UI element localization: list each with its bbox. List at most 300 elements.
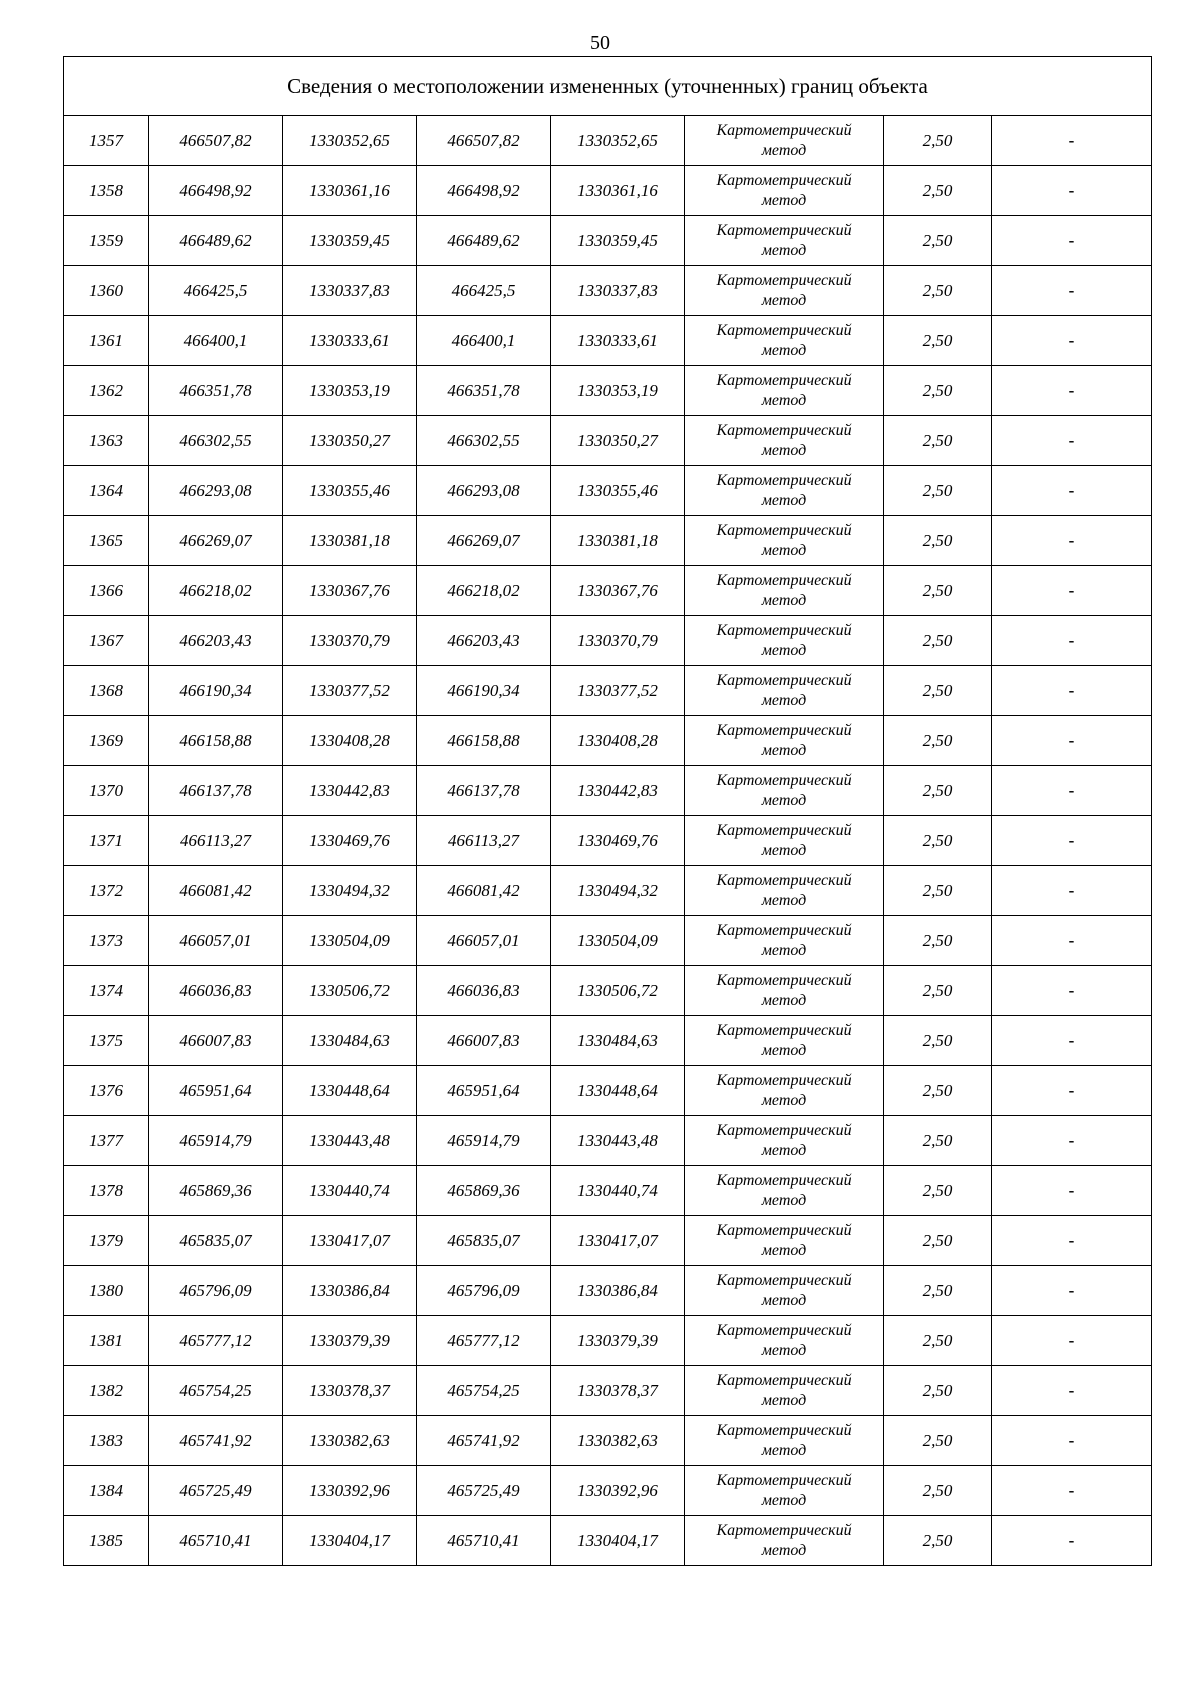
method-line-1: Картометрический [716,1371,852,1389]
method-line-2: метод [761,1291,807,1309]
table-row [64,716,1152,766]
method-line-1: Картометрический [716,621,852,639]
cell-y-new: 1330469,76 [551,816,685,866]
cell-method [685,266,884,316]
table-row [64,416,1152,466]
method-line-2: метод [761,741,807,759]
cell-method [685,166,884,216]
cell-method [685,316,884,366]
method-line-2: метод [761,591,807,609]
cell-description: - [992,866,1152,916]
method-line-2: метод [761,1541,807,1559]
cell-description: - [992,1216,1152,1266]
table-title: Сведения о местоположении измененных (уточненных) границ объекта [64,57,1152,116]
cell-description: - [992,1466,1152,1516]
cell-precision: 2,50 [884,1166,992,1216]
cell-y-existing: 1330350,27 [283,416,417,466]
cell-x-new: 466081,42 [417,866,551,916]
cell-y-new: 1330370,79 [551,616,685,666]
cell-y-new: 1330484,63 [551,1016,685,1066]
table-row [64,1216,1152,1266]
method-line-2: метод [761,1091,807,1109]
cell-y-existing: 1330352,65 [283,116,417,166]
cell-description: - [992,916,1152,966]
cell-x-new: 465869,36 [417,1166,551,1216]
cell-point-number: 1359 [64,216,149,266]
cell-y-new: 1330382,63 [551,1416,685,1466]
cell-method [685,216,884,266]
cell-x-existing: 466489,62 [149,216,283,266]
cell-method [685,1066,884,1116]
cell-point-number: 1377 [64,1116,149,1166]
cell-description: - [992,1366,1152,1416]
cell-precision: 2,50 [884,916,992,966]
cell-point-number: 1375 [64,1016,149,1066]
method-line-1: Картометрический [716,1071,852,1089]
cell-y-existing: 1330484,63 [283,1016,417,1066]
cell-point-number: 1368 [64,666,149,716]
method-line-2: метод [761,691,807,709]
method-line-1: Картометрический [716,321,852,339]
cell-y-existing: 1330440,74 [283,1166,417,1216]
method-line-1: Картометрический [716,1471,852,1489]
cell-precision: 2,50 [884,816,992,866]
cell-x-existing: 466400,1 [149,316,283,366]
cell-x-new: 466203,43 [417,616,551,666]
cell-x-new: 465951,64 [417,1066,551,1116]
cell-x-new: 466507,82 [417,116,551,166]
cell-description: - [992,616,1152,666]
table-row [64,1266,1152,1316]
cell-description: - [992,1516,1152,1566]
cell-x-new: 466057,01 [417,916,551,966]
table-row [64,816,1152,866]
cell-y-new: 1330443,48 [551,1116,685,1166]
cell-x-existing: 466057,01 [149,916,283,966]
cell-point-number: 1380 [64,1266,149,1316]
cell-description: - [992,466,1152,516]
cell-description: - [992,266,1152,316]
cell-point-number: 1370 [64,766,149,816]
cell-point-number: 1363 [64,416,149,466]
cell-point-number: 1365 [64,516,149,566]
cell-y-new: 1330417,07 [551,1216,685,1266]
table-row [64,266,1152,316]
method-line-2: метод [761,991,807,1009]
method-line-2: метод [761,191,807,209]
table-row [64,766,1152,816]
method-line-1: Картометрический [716,121,852,139]
cell-precision: 2,50 [884,1266,992,1316]
cell-description: - [992,216,1152,266]
table-row [64,116,1152,166]
cell-precision: 2,50 [884,1016,992,1066]
cell-method [685,1466,884,1516]
method-line-1: Картометрический [716,171,852,189]
cell-x-existing: 466507,82 [149,116,283,166]
table-row [64,1116,1152,1166]
table-row [64,1316,1152,1366]
cell-x-existing: 465725,49 [149,1466,283,1516]
cell-method [685,866,884,916]
cell-precision: 2,50 [884,866,992,916]
cell-x-existing: 465951,64 [149,1066,283,1116]
cell-precision: 2,50 [884,666,992,716]
method-line-2: метод [761,441,807,459]
table-row [64,566,1152,616]
cell-description: - [992,966,1152,1016]
method-line-1: Картометрический [716,1321,852,1339]
cell-description: - [992,1266,1152,1316]
cell-x-existing: 465869,36 [149,1166,283,1216]
method-line-1: Картометрический [716,1121,852,1139]
table-row [64,216,1152,266]
method-line-1: Картометрический [716,721,852,739]
cell-description: - [992,816,1152,866]
cell-x-new: 466498,92 [417,166,551,216]
method-line-2: метод [761,241,807,259]
cell-point-number: 1381 [64,1316,149,1366]
table-row [64,1416,1152,1466]
method-line-1: Картометрический [716,1221,852,1239]
cell-precision: 2,50 [884,516,992,566]
cell-point-number: 1362 [64,366,149,416]
cell-point-number: 1369 [64,716,149,766]
cell-point-number: 1371 [64,816,149,866]
table-row [64,316,1152,366]
method-line-2: метод [761,1391,807,1409]
cell-y-new: 1330337,83 [551,266,685,316]
cell-precision: 2,50 [884,616,992,666]
method-line-2: метод [761,891,807,909]
table-row [64,1016,1152,1066]
cell-method [685,716,884,766]
method-line-2: метод [761,1341,807,1359]
table-row [64,1166,1152,1216]
cell-precision: 2,50 [884,1216,992,1266]
cell-y-existing: 1330382,63 [283,1416,417,1466]
cell-precision: 2,50 [884,1416,992,1466]
cell-x-new: 466269,07 [417,516,551,566]
method-line-1: Картометрический [716,1171,852,1189]
cell-x-existing: 466498,92 [149,166,283,216]
cell-description: - [992,316,1152,366]
method-line-2: метод [761,141,807,159]
cell-precision: 2,50 [884,1066,992,1116]
cell-x-new: 466190,34 [417,666,551,716]
method-line-2: метод [761,1241,807,1259]
cell-y-existing: 1330355,46 [283,466,417,516]
cell-method [685,1266,884,1316]
cell-y-existing: 1330359,45 [283,216,417,266]
cell-precision: 2,50 [884,166,992,216]
cell-x-new: 466137,78 [417,766,551,816]
cell-point-number: 1376 [64,1066,149,1116]
cell-y-new: 1330353,19 [551,366,685,416]
cell-y-new: 1330377,52 [551,666,685,716]
cell-x-existing: 466190,34 [149,666,283,716]
cell-y-existing: 1330469,76 [283,816,417,866]
cell-method [685,1116,884,1166]
cell-method [685,1366,884,1416]
cell-point-number: 1384 [64,1466,149,1516]
cell-y-existing: 1330392,96 [283,1466,417,1516]
cell-x-new: 465725,49 [417,1466,551,1516]
cell-point-number: 1357 [64,116,149,166]
cell-method [685,916,884,966]
cell-x-new: 465914,79 [417,1116,551,1166]
cell-method [685,816,884,866]
table-row [64,866,1152,916]
cell-x-existing: 465741,92 [149,1416,283,1466]
cell-x-new: 466400,1 [417,316,551,366]
cell-x-existing: 465777,12 [149,1316,283,1366]
cell-method [685,366,884,416]
cell-y-new: 1330386,84 [551,1266,685,1316]
cell-precision: 2,50 [884,416,992,466]
cell-description: - [992,516,1152,566]
cell-y-existing: 1330377,52 [283,666,417,716]
cell-x-existing: 466007,83 [149,1016,283,1066]
cell-y-new: 1330506,72 [551,966,685,1016]
cell-x-existing: 465710,41 [149,1516,283,1566]
cell-x-new: 465777,12 [417,1316,551,1366]
method-line-1: Картометрический [716,671,852,689]
method-line-1: Картометрический [716,1271,852,1289]
cell-description: - [992,1166,1152,1216]
cell-precision: 2,50 [884,266,992,316]
cell-y-existing: 1330337,83 [283,266,417,316]
table-title-row [64,57,1152,116]
cell-point-number: 1372 [64,866,149,916]
cell-method [685,1166,884,1216]
cell-y-existing: 1330506,72 [283,966,417,1016]
cell-point-number: 1364 [64,466,149,516]
cell-point-number: 1366 [64,566,149,616]
cell-y-existing: 1330448,64 [283,1066,417,1116]
cell-x-existing: 466293,08 [149,466,283,516]
cell-method [685,516,884,566]
table-row [64,916,1152,966]
method-line-1: Картометрический [716,1021,852,1039]
cell-x-new: 466489,62 [417,216,551,266]
cell-y-new: 1330352,65 [551,116,685,166]
table-row [64,166,1152,216]
cell-x-existing: 466203,43 [149,616,283,666]
cell-y-existing: 1330361,16 [283,166,417,216]
cell-description: - [992,566,1152,616]
cell-description: - [992,1116,1152,1166]
cell-description: - [992,766,1152,816]
cell-x-new: 466425,5 [417,266,551,316]
cell-x-existing: 465835,07 [149,1216,283,1266]
cell-precision: 2,50 [884,316,992,366]
cell-y-new: 1330504,09 [551,916,685,966]
cell-x-new: 465741,92 [417,1416,551,1466]
cell-description: - [992,716,1152,766]
cell-y-new: 1330404,17 [551,1516,685,1566]
method-line-1: Картометрический [716,971,852,989]
cell-y-new: 1330378,37 [551,1366,685,1416]
cell-y-new: 1330361,16 [551,166,685,216]
cell-y-existing: 1330443,48 [283,1116,417,1166]
cell-y-existing: 1330494,32 [283,866,417,916]
method-line-1: Картометрический [716,921,852,939]
table-row [64,966,1152,1016]
cell-y-new: 1330392,96 [551,1466,685,1516]
cell-point-number: 1361 [64,316,149,366]
method-line-2: метод [761,1141,807,1159]
method-line-2: метод [761,841,807,859]
method-line-2: метод [761,941,807,959]
table-row [64,1516,1152,1566]
method-line-1: Картометрический [716,371,852,389]
cell-method [685,566,884,616]
method-line-2: метод [761,1491,807,1509]
cell-x-new: 466113,27 [417,816,551,866]
method-line-2: метод [761,391,807,409]
cell-point-number: 1385 [64,1516,149,1566]
method-line-1: Картометрический [716,221,852,239]
cell-y-new: 1330440,74 [551,1166,685,1216]
table-row [64,616,1152,666]
cell-x-new: 465710,41 [417,1516,551,1566]
method-line-2: метод [761,1441,807,1459]
cell-y-new: 1330408,28 [551,716,685,766]
cell-y-new: 1330494,32 [551,866,685,916]
cell-y-existing: 1330381,18 [283,516,417,566]
cell-precision: 2,50 [884,466,992,516]
cell-y-new: 1330448,64 [551,1066,685,1116]
cell-method [685,766,884,816]
cell-x-existing: 466269,07 [149,516,283,566]
cell-description: - [992,416,1152,466]
cell-point-number: 1358 [64,166,149,216]
cell-y-existing: 1330367,76 [283,566,417,616]
page-number: 50 [590,32,610,54]
cell-x-new: 466351,78 [417,366,551,416]
table-row [64,1366,1152,1416]
cell-precision: 2,50 [884,366,992,416]
cell-description: - [992,666,1152,716]
cell-x-existing: 466302,55 [149,416,283,466]
method-line-1: Картометрический [716,1521,852,1539]
cell-x-new: 465796,09 [417,1266,551,1316]
cell-method [685,116,884,166]
table-row [64,1466,1152,1516]
method-line-2: метод [761,641,807,659]
cell-point-number: 1360 [64,266,149,316]
method-line-1: Картометрический [716,421,852,439]
cell-precision: 2,50 [884,116,992,166]
cell-x-new: 466036,83 [417,966,551,1016]
cell-description: - [992,1416,1152,1466]
cell-y-existing: 1330442,83 [283,766,417,816]
cell-x-existing: 466218,02 [149,566,283,616]
cell-y-new: 1330379,39 [551,1316,685,1366]
method-line-1: Картометрический [716,1421,852,1439]
cell-method [685,616,884,666]
cell-y-new: 1330355,46 [551,466,685,516]
cell-y-existing: 1330404,17 [283,1516,417,1566]
table-row [64,466,1152,516]
cell-precision: 2,50 [884,1116,992,1166]
method-line-1: Картометрический [716,471,852,489]
table-row [64,666,1152,716]
cell-x-existing: 465754,25 [149,1366,283,1416]
cell-point-number: 1367 [64,616,149,666]
cell-description: - [992,1066,1152,1116]
cell-y-existing: 1330408,28 [283,716,417,766]
cell-method [685,966,884,1016]
method-line-2: метод [761,791,807,809]
cell-y-new: 1330381,18 [551,516,685,566]
method-line-2: метод [761,541,807,559]
cell-point-number: 1373 [64,916,149,966]
cell-y-new: 1330359,45 [551,216,685,266]
table-row [64,366,1152,416]
cell-y-new: 1330442,83 [551,766,685,816]
cell-precision: 2,50 [884,716,992,766]
cell-method [685,1016,884,1066]
boundary-coordinates-table [63,56,1152,1566]
cell-point-number: 1379 [64,1216,149,1266]
cell-y-existing: 1330417,07 [283,1216,417,1266]
cell-x-new: 466007,83 [417,1016,551,1066]
cell-method [685,416,884,466]
table-row [64,1066,1152,1116]
cell-precision: 2,50 [884,766,992,816]
method-line-2: метод [761,1191,807,1209]
cell-precision: 2,50 [884,1516,992,1566]
method-line-2: метод [761,1041,807,1059]
method-line-1: Картометрический [716,771,852,789]
cell-description: - [992,116,1152,166]
cell-description: - [992,1016,1152,1066]
cell-y-existing: 1330333,61 [283,316,417,366]
cell-method [685,1516,884,1566]
cell-x-existing: 466158,88 [149,716,283,766]
method-line-1: Картометрический [716,571,852,589]
cell-y-existing: 1330386,84 [283,1266,417,1316]
cell-y-existing: 1330353,19 [283,366,417,416]
cell-x-new: 466218,02 [417,566,551,616]
cell-y-existing: 1330379,39 [283,1316,417,1366]
cell-precision: 2,50 [884,1366,992,1416]
method-line-1: Картометрический [716,871,852,889]
cell-point-number: 1382 [64,1366,149,1416]
cell-description: - [992,166,1152,216]
cell-precision: 2,50 [884,966,992,1016]
cell-method [685,1216,884,1266]
cell-description: - [992,1316,1152,1366]
cell-point-number: 1383 [64,1416,149,1466]
cell-x-existing: 466137,78 [149,766,283,816]
cell-x-new: 466302,55 [417,416,551,466]
cell-method [685,466,884,516]
cell-description: - [992,366,1152,416]
cell-x-existing: 466036,83 [149,966,283,1016]
cell-y-new: 1330367,76 [551,566,685,616]
cell-y-existing: 1330504,09 [283,916,417,966]
cell-x-new: 466158,88 [417,716,551,766]
cell-y-new: 1330333,61 [551,316,685,366]
cell-x-existing: 466351,78 [149,366,283,416]
method-line-1: Картометрический [716,271,852,289]
method-line-2: метод [761,341,807,359]
cell-x-existing: 466425,5 [149,266,283,316]
cell-point-number: 1374 [64,966,149,1016]
